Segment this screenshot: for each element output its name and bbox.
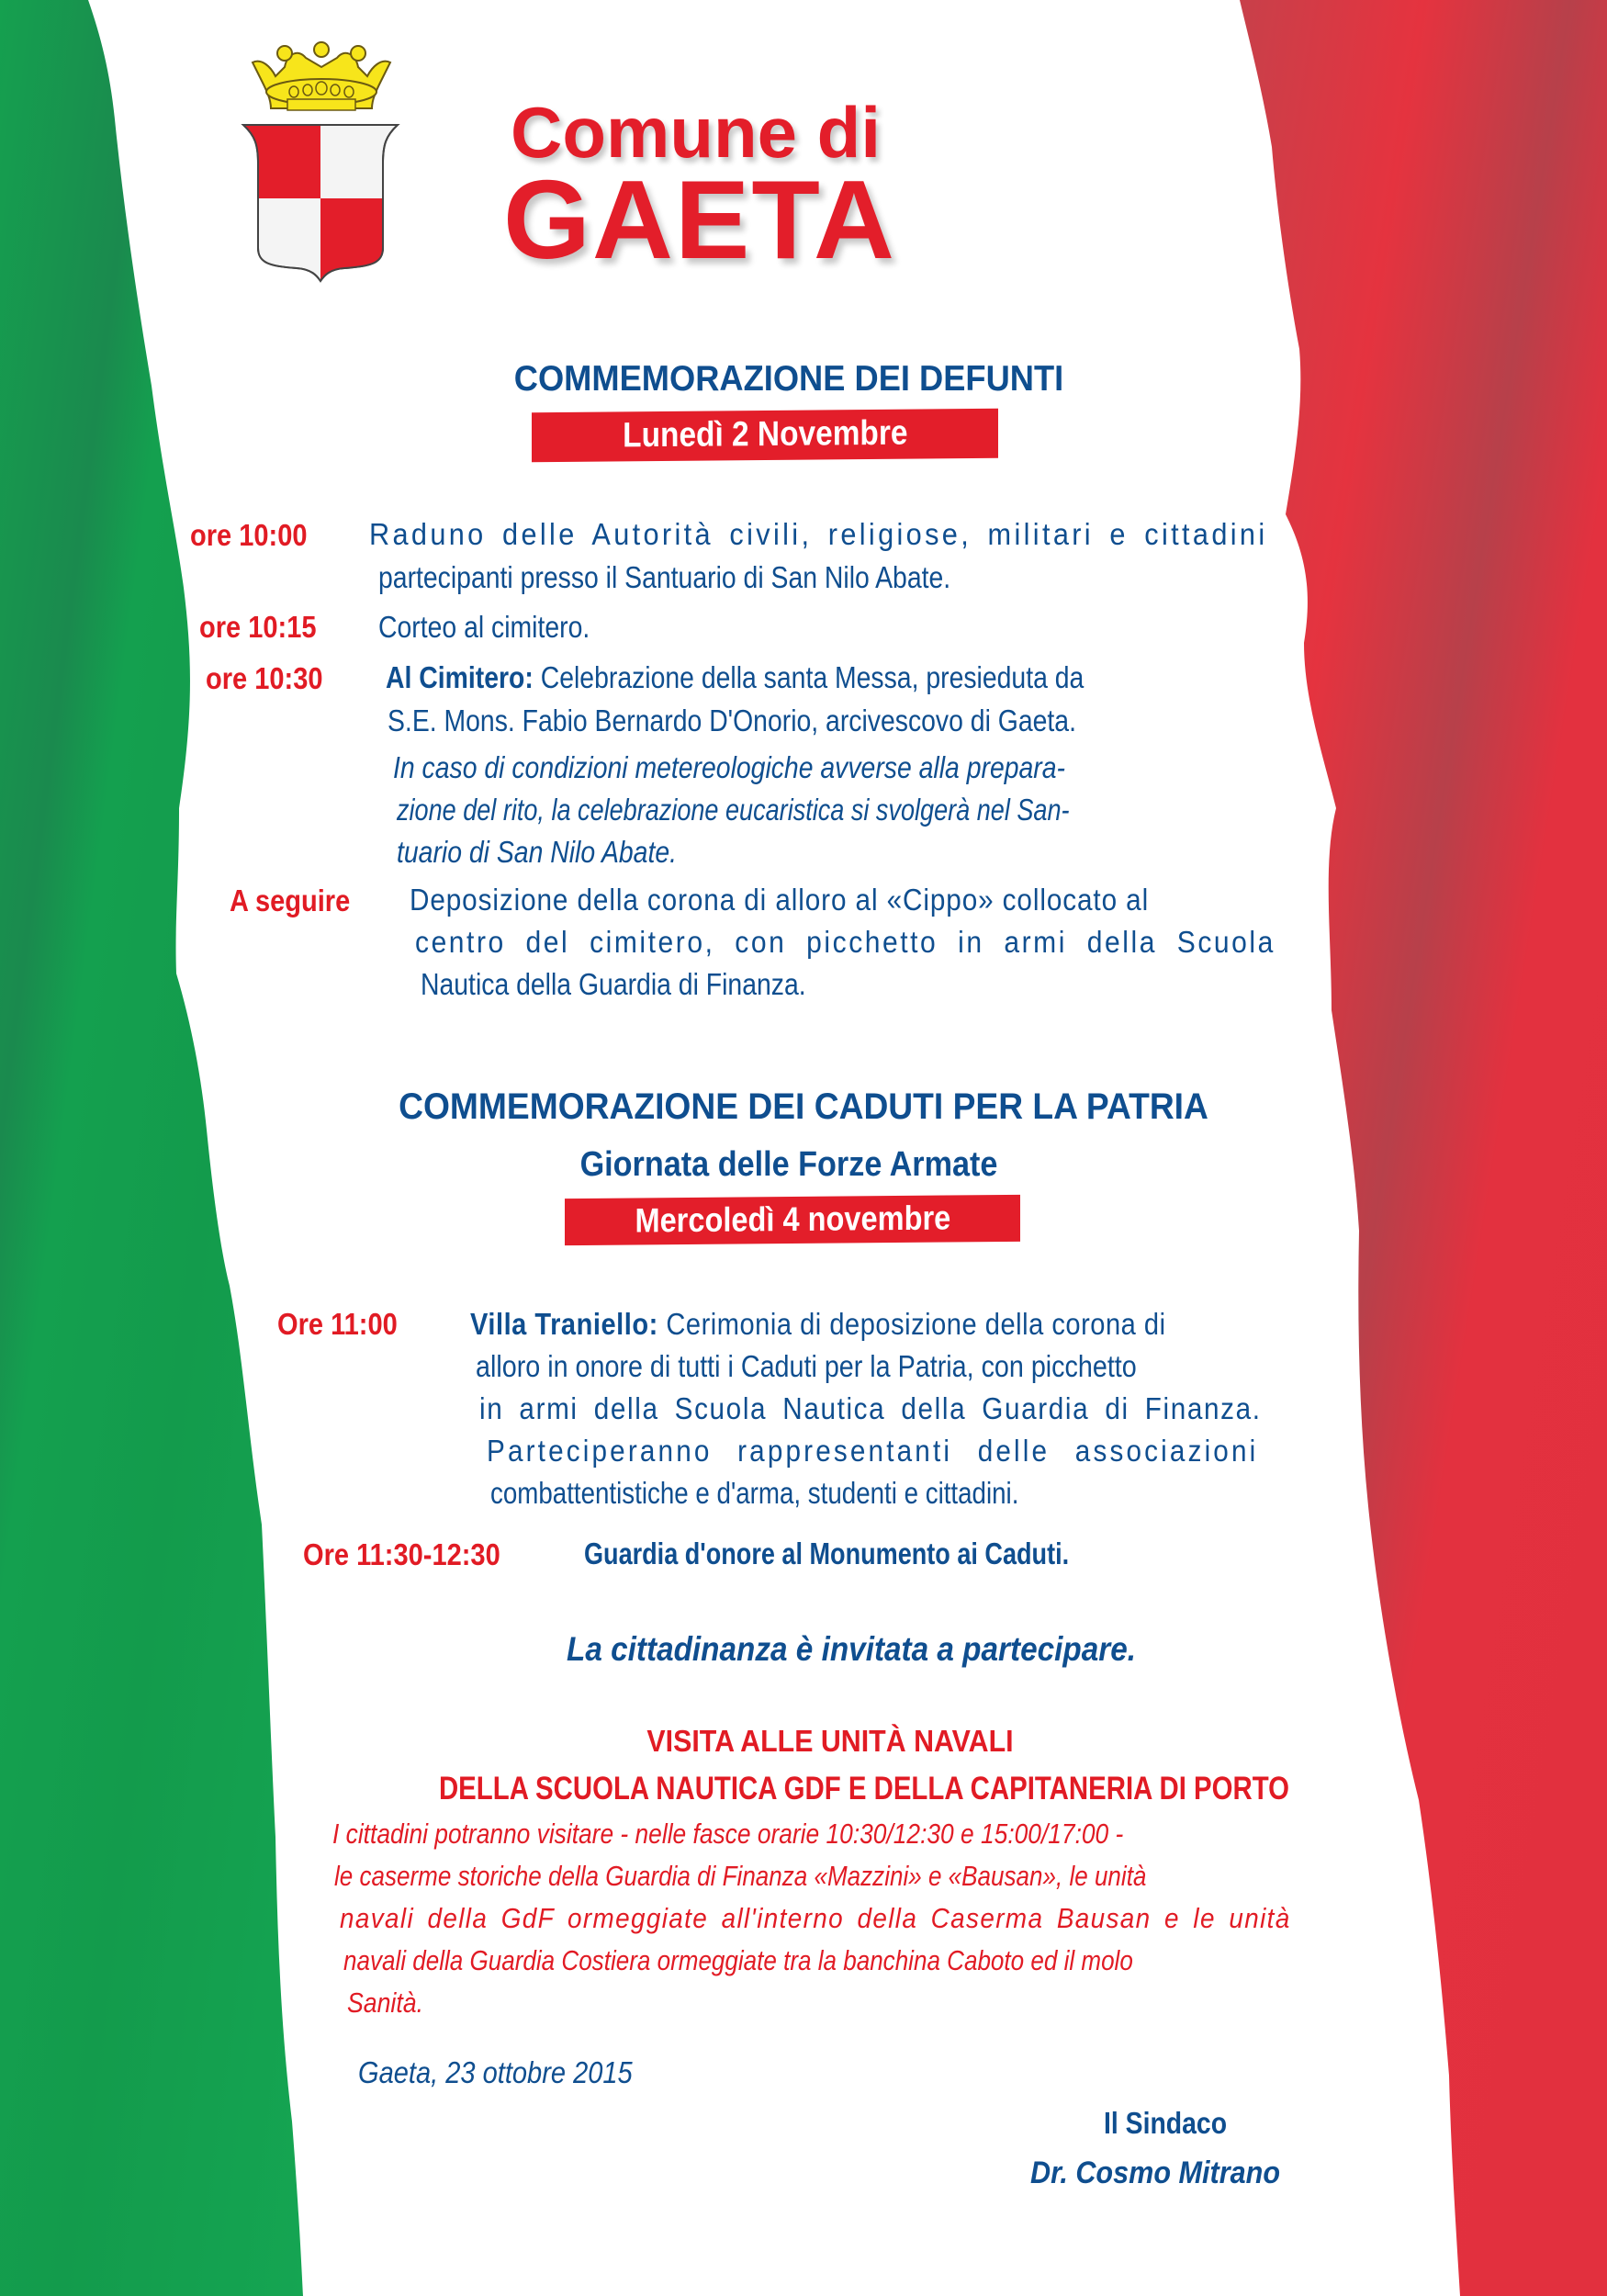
signatory-name: Dr. Cosmo Mitrano <box>1030 2155 1281 2190</box>
visit-line: le caserme storiche della Guardia di Finanza «Mazzini» e «Bausan», le unità <box>334 1860 1147 1892</box>
section2-date-badge <box>565 1195 1020 1245</box>
item-text-line: centro del cimitero, con picchetto in armi della Scuola <box>415 925 1275 959</box>
time-label: Ore 11:30-12:30 <box>303 1537 500 1571</box>
section2-date: Mercoledì 4 novembre <box>635 1199 950 1240</box>
item-text-line: alloro in onore di tutti i Caduti per la Patria, con picchetto <box>476 1349 1137 1383</box>
invitation-text: La cittadinanza è invitata a partecipare. <box>567 1630 1136 1668</box>
section1-title: COMMEMORAZIONE DEI DEFUNTI <box>513 359 1064 399</box>
time-label: ore 10:30 <box>206 661 323 695</box>
item-text: Cerimonia di deposizione della corona di <box>657 1307 1166 1341</box>
item-text-line: Deposizione della corona di alloro al «Cippo» collocato al <box>410 883 1150 917</box>
title-gaeta: GAETA <box>503 157 896 282</box>
time-label: ore 10:15 <box>199 610 317 644</box>
visit-line: navali della Guardia Costiera ormeggiate tra la banchina Caboto ed il molo <box>343 1944 1133 1976</box>
visit-line: navali della GdF ormeggiate all'interno della Caserma Bausan e le unità <box>340 1902 1291 1934</box>
item-text: Celebrazione della santa Messa, presieduta da <box>533 660 1084 694</box>
item-text-line: Guardia d'onore al Monumento ai Caduti. <box>584 1536 1070 1570</box>
item-text-line: partecipanti presso il Santuario di San Nilo Abate. <box>378 560 951 594</box>
item-text-line: combattentistiche e d'arma, studenti e cittadini. <box>490 1476 1019 1510</box>
visit-line: Sanità. <box>347 1986 424 2019</box>
section1-date-badge <box>532 409 998 462</box>
weather-note-line: In caso di condizioni metereologiche avverse alla prepara- <box>393 750 1065 784</box>
visit-line: I cittadini potranno visitare - nelle fasce orarie 10:30/12:30 e 15:00/17:00 - <box>332 1818 1124 1850</box>
item-text-line: Nautica della Guardia di Finanza. <box>421 967 806 1001</box>
weather-note-line: zione del rito, la celebrazione eucaristica si svolgerà nel San- <box>397 793 1070 827</box>
item-text-line: Raduno delle Autorità civili, religiose, militari e cittadini <box>369 517 1268 551</box>
item-text-line: in armi della Scuola Nautica della Guardia di Finanza. <box>479 1391 1262 1425</box>
time-label: Ore 11:00 <box>277 1307 398 1341</box>
section2-subtitle: Giornata delle Forze Armate <box>579 1145 998 1184</box>
item-text-line <box>386 660 1084 695</box>
weather-note-line: tuario di San Nilo Abate. <box>397 835 678 869</box>
visit-title-1: VISITA ALLE UNITÀ NAVALI <box>646 1724 1014 1758</box>
item-lead: Villa Traniello: <box>470 1307 658 1341</box>
item-text-line <box>470 1307 1166 1342</box>
item-text-line: Parteciperanno rappresentanti delle associazioni <box>487 1434 1259 1468</box>
signatory-role: Il Sindaco <box>1104 2106 1228 2140</box>
time-label: ore 10:00 <box>190 518 308 552</box>
visit-title-2: DELLA SCUOLA NAUTICA GDF E DELLA CAPITANERIA DI PORTO <box>438 1771 1290 1806</box>
time-label: A seguire <box>230 884 351 917</box>
section2-title: COMMEMORAZIONE DEI CADUTI PER LA PATRIA <box>399 1086 1208 1127</box>
item-text-line: Corteo al cimitero. <box>378 610 590 644</box>
place-date: Gaeta, 23 ottobre 2015 <box>358 2055 633 2089</box>
item-text-line: S.E. Mons. Fabio Bernardo D'Onorio, arcivescovo di Gaeta. <box>388 703 1076 737</box>
title-comune-di: Comune di <box>511 92 881 173</box>
section1-date: Lunedì 2 Novembre <box>622 413 908 456</box>
item-lead: Al Cimitero: <box>386 660 534 694</box>
